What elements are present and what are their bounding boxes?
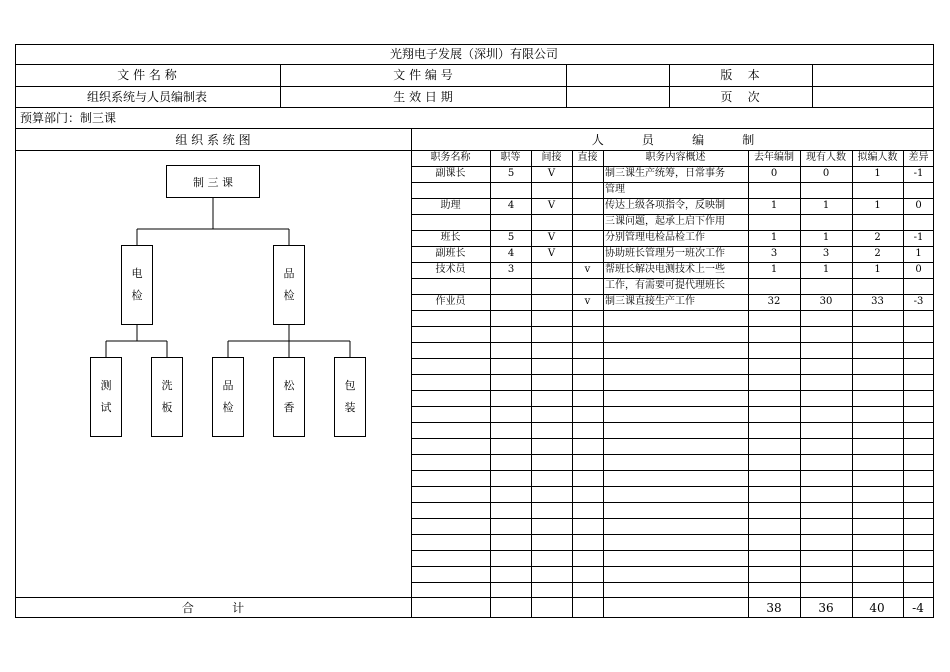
org-node-char: 电: [131, 267, 143, 280]
table-row-rule: [411, 422, 934, 423]
org-node-char: 检: [131, 289, 143, 302]
table-cell-diff: -1: [913, 168, 924, 179]
table-cell-desc: 工作，有需要可提代理班长: [605, 280, 725, 291]
table-row-rule: [411, 454, 934, 455]
table-cell-grade: 5: [507, 232, 515, 243]
table-cell-current: 30: [819, 296, 833, 307]
table-row-rule: [411, 214, 934, 215]
doc-no-label: 文 件 编 号: [393, 68, 453, 82]
table-cell-desc: 制三课直接生产工作: [605, 296, 695, 307]
org-node-char: 板: [161, 401, 173, 414]
table-cell-planned: 1: [874, 168, 881, 179]
table-row-rule: [411, 582, 934, 583]
version-label: 版 本: [720, 68, 760, 82]
table-row-rule: [411, 486, 934, 487]
table-cell-diff: 1: [915, 248, 922, 259]
org-node-board-wash: [151, 357, 183, 437]
table-cell-current: 1: [822, 200, 830, 211]
table-row-rule: [411, 518, 934, 519]
table-cell-current: 3: [822, 248, 830, 259]
table-cell-current: 0: [822, 168, 830, 179]
org-node-packaging: [334, 357, 366, 437]
org-node-char: 装: [344, 401, 356, 414]
table-cell-title: 副课长: [435, 168, 466, 179]
header-col-diff: 差异: [908, 152, 929, 163]
table-cell-desc: 分别管理电检品检工作: [605, 232, 705, 243]
table-col-rule: [852, 150, 853, 618]
table-col-rule: [572, 150, 573, 618]
doc-name-value: 组织系统与人员编制表: [86, 90, 208, 104]
header-col-desc: 职务内容概述: [645, 152, 706, 163]
table-row-rule: [411, 262, 934, 263]
table-cell-diff: 0: [915, 264, 922, 275]
org-node-rosin: [273, 357, 305, 437]
org-node-char: 测: [100, 379, 112, 392]
table-cell-planned: 2: [874, 232, 881, 243]
total-current: 36: [818, 601, 834, 615]
table-col-rule: [531, 150, 532, 618]
org-node-label: 制 三 课: [193, 175, 233, 189]
table-row-rule: [411, 326, 934, 327]
table-col-rule: [903, 150, 904, 618]
table-cell-diff: -1: [913, 232, 924, 243]
total-diff: -4: [912, 601, 924, 615]
total-last-year: 38: [766, 601, 782, 615]
table-cell-desc: 协助班长管理另一班次工作: [605, 248, 725, 259]
table-row-rule: [411, 246, 934, 247]
table-row-rule: [411, 534, 934, 535]
org-node-char: 洗: [161, 379, 173, 392]
table-cell-desc: 管理: [605, 184, 625, 195]
table-cell-title: 技术员: [435, 264, 466, 275]
org-node-char: 试: [100, 401, 112, 414]
table-cell-title: 作业员: [435, 296, 466, 307]
table-cell-desc: 传达上级各项指令，反映制: [605, 200, 725, 211]
total-planned: 40: [869, 601, 885, 615]
effective-date-label: 生 效 日 期: [393, 90, 453, 104]
table-cell-indirect: V: [547, 232, 556, 243]
table-row-rule: [411, 470, 934, 471]
table-cell-title: 副班长: [435, 248, 466, 259]
table-row-rule: [411, 166, 934, 167]
table-cell-grade: 5: [507, 168, 515, 179]
header-col-direct: 直接: [577, 152, 598, 163]
org-node-char: 包: [344, 379, 356, 392]
header-col-current: 现有人数: [806, 152, 846, 163]
org-node-char: 松: [283, 379, 295, 392]
table-row-rule: [411, 198, 934, 199]
table-cell-grade: 4: [507, 248, 515, 259]
org-node-char: 香: [283, 401, 295, 414]
org-node-root: [166, 165, 260, 198]
table-cell-current: 1: [822, 264, 830, 275]
org-node-inspection: [212, 357, 244, 437]
table-row-rule: [411, 182, 934, 183]
header-col-indirect: 间接: [541, 152, 562, 163]
table-row-rule: [411, 390, 934, 391]
page-label: 页 次: [720, 90, 760, 104]
table-cell-title: 助理: [440, 200, 461, 211]
table-cell-current: 1: [822, 232, 830, 243]
org-node-char: 检: [283, 289, 295, 302]
table-cell-planned: 1: [874, 200, 881, 211]
org-node-testing: [90, 357, 122, 437]
table-cell-desc: 制三课生产统筹，日常事务: [605, 168, 725, 179]
table-cell-desc: 帮班长解决电测技术上一些: [605, 264, 725, 275]
table-row-rule: [411, 502, 934, 503]
table-cell-last-year: 1: [770, 264, 778, 275]
staffing-title: 人 员 编 制: [591, 133, 755, 147]
table-cell-planned: 2: [874, 248, 881, 259]
header-col-grade: 职等: [500, 152, 521, 163]
table-cell-indirect: V: [547, 168, 556, 179]
total-label: 合 计: [181, 601, 245, 615]
table-cell-indirect: V: [547, 200, 556, 211]
table-cell-last-year: 1: [770, 200, 778, 211]
table-row-rule: [411, 566, 934, 567]
table-row-rule: [411, 550, 934, 551]
org-node-electrical-test: [121, 245, 153, 325]
table-cell-indirect: V: [547, 248, 556, 259]
table-row-rule: [411, 342, 934, 343]
table-cell-planned: 33: [871, 296, 884, 307]
header-col-title: 职务名称: [430, 152, 471, 163]
table-row-rule: [411, 406, 934, 407]
table-row-rule: [411, 278, 934, 279]
org-node-char: 检: [222, 401, 234, 414]
table-col-rule: [748, 150, 749, 618]
table-cell-diff: -3: [913, 296, 924, 307]
table-cell-last-year: 32: [767, 296, 781, 307]
table-cell-grade: 3: [507, 264, 515, 275]
table-cell-last-year: 3: [770, 248, 778, 259]
table-cell-title: 班长: [440, 232, 461, 243]
table-row-rule: [411, 438, 934, 439]
table-row-rule: [411, 294, 934, 295]
header-col-last-year: 去年编制: [754, 152, 794, 163]
table-cell-direct: v: [584, 264, 591, 275]
table-cell-last-year: 0: [770, 168, 778, 179]
doc-name-label: 文 件 名 称: [117, 68, 177, 82]
org-node-char: 品: [283, 267, 295, 280]
table-row-rule: [411, 374, 934, 375]
table-row-rule: [411, 358, 934, 359]
org-node-char: 品: [222, 379, 234, 392]
table-cell-diff: 0: [915, 200, 922, 211]
table-cell-last-year: 1: [770, 232, 778, 243]
company-title: 光翔电子发展（深圳）有限公司: [389, 47, 559, 61]
table-row-rule: [411, 230, 934, 231]
table-cell-direct: v: [584, 296, 591, 307]
table-cell-grade: 4: [507, 200, 515, 211]
table-col-rule: [800, 150, 801, 618]
header-col-planned: 拟编人数: [857, 152, 898, 163]
org-node-quality-inspection: [273, 245, 305, 325]
table-cell-planned: 1: [874, 264, 881, 275]
table-row-rule: [411, 310, 934, 311]
table-col-rule: [603, 150, 604, 618]
table-cell-desc: 三课问题，起承上启下作用: [605, 216, 725, 227]
table-col-rule: [490, 150, 491, 618]
org-chart-title: 组 织 系 统 图: [175, 133, 251, 147]
budget-dept: 预算部门：制三课: [20, 111, 117, 125]
